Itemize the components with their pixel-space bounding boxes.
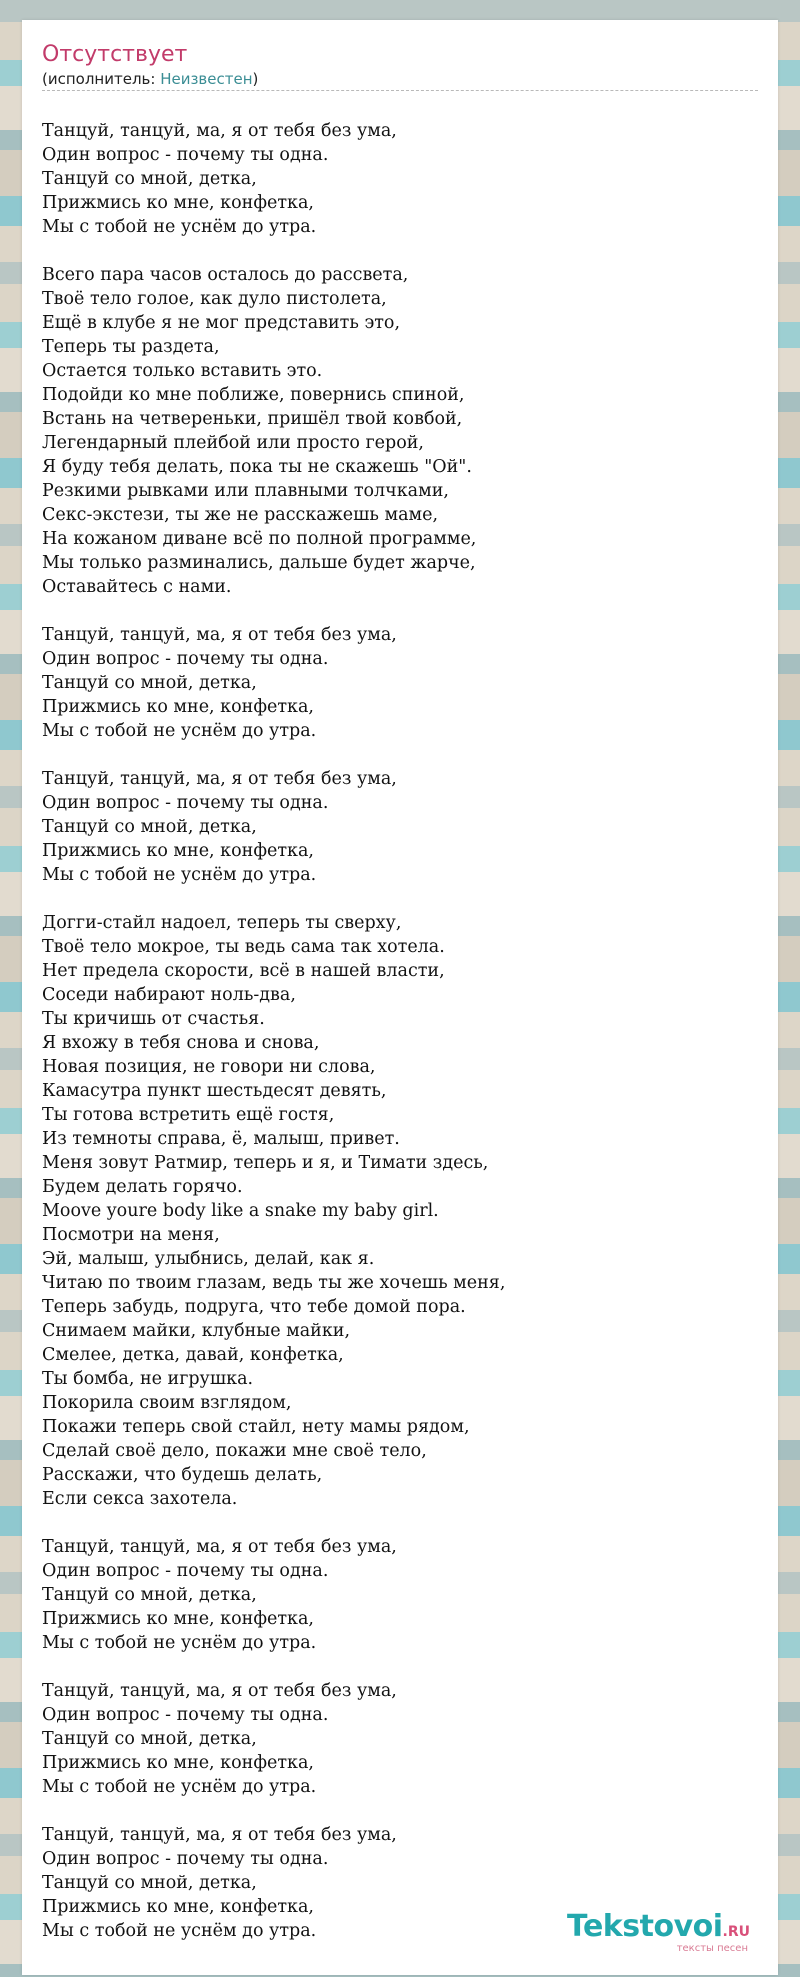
lyric-line: Смелее, детка, давай, конфетка, (42, 1345, 344, 1365)
site-logo[interactable] (520, 1911, 750, 1955)
logo-tagline: тексты песен (676, 1943, 748, 1954)
lyric-line: Догги-стайл надоел, теперь ты сверху, (42, 913, 402, 933)
lyric-line: Меня зовут Ратмир, теперь и я, и Тимати здесь, (42, 1153, 489, 1173)
lyric-line: Нет предела скорости, всё в нашей власти, (42, 961, 445, 981)
lyric-line: Прижмись ко мне, конфетка, (42, 193, 314, 213)
lyric-line: Подойди ко мне поближе, повернись спиной, (42, 385, 465, 405)
logo-word: Tekstovoi (566, 1909, 723, 1944)
lyric-line: Мы с тобой не уснём до утра. (42, 1921, 317, 1941)
lyric-line: Мы только разминались, дальше будет жарче, (42, 553, 476, 573)
lyric-line: Один вопрос - почему ты одна. (42, 145, 329, 165)
lyric-line: Я буду тебя делать, пока ты не скажешь "Ой". (42, 457, 472, 477)
lyric-line: Ты кричишь от счастья. (42, 1009, 265, 1029)
lyric-line: Снимаем майки, клубные майки, (42, 1321, 351, 1341)
lyric-line: Твоё тело мокрое, ты ведь сама так хотела. (42, 937, 445, 957)
logo-tld: .RU (722, 1924, 750, 1940)
lyric-line: Мы с тобой не уснём до утра. (42, 217, 317, 237)
lyric-line: Эй, малыш, улыбнись, делай, как я. (42, 1249, 375, 1269)
lyric-line: Танцуй со мной, детка, (42, 1873, 257, 1893)
lyrics-stanza (42, 911, 758, 1511)
lyric-line: Если секса захотела. (42, 1489, 238, 1509)
lyric-line: Мы с тобой не уснём до утра. (42, 721, 317, 741)
lyric-line: Читаю по твоим глазам, ведь ты же хочешь меня, (42, 1273, 506, 1293)
lyric-line: Прижмись ко мне, конфетка, (42, 697, 314, 717)
lyric-line: Резкими рывками или плавными толчками, (42, 481, 449, 501)
lyric-line: Прижмись ко мне, конфетка, (42, 1609, 314, 1629)
lyric-line: Мы с тобой не уснём до утра. (42, 1777, 317, 1797)
lyrics-card (22, 20, 778, 1975)
lyric-line: Теперь ты раздета, (42, 337, 220, 357)
lyric-line: Moove youre body like a snake my baby girl. (42, 1201, 439, 1221)
lyrics-stanza (42, 623, 758, 743)
lyric-line: Будем делать горячо. (42, 1177, 243, 1197)
lyric-line: Один вопрос - почему ты одна. (42, 1705, 329, 1725)
lyric-line: Покажи теперь свой стайл, нету мамы рядом, (42, 1417, 470, 1437)
artist-suffix: ) (252, 70, 259, 88)
lyric-line: Теперь забудь, подруга, что тебе домой пора. (42, 1297, 466, 1317)
artist-prefix: (исполнитель: (42, 70, 161, 88)
lyric-line: Легендарный плейбой или просто герой, (42, 433, 424, 453)
lyric-line: На кожаном диване всё по полной программе, (42, 529, 477, 549)
lyric-line: Расскажи, что будешь делать, (42, 1465, 323, 1485)
lyric-line: Один вопрос - почему ты одна. (42, 1849, 329, 1869)
lyric-line: Соседи набирают ноль-два, (42, 985, 296, 1005)
lyric-line: Твоё тело голое, как дуло пистолета, (42, 289, 387, 309)
lyric-line: Всего пара часов осталось до рассвета, (42, 265, 409, 285)
lyric-line: Танцуй, танцуй, ма, я от тебя без ума, (42, 1537, 397, 1557)
lyric-line: Танцуй, танцуй, ма, я от тебя без ума, (42, 1681, 397, 1701)
artist-info (42, 69, 758, 91)
lyric-line: Мы с тобой не уснём до утра. (42, 865, 317, 885)
lyric-line: Остается только вставить это. (42, 361, 323, 381)
lyric-line: Мы с тобой не уснём до утра. (42, 1633, 317, 1653)
lyric-line: Оставайтесь с нами. (42, 577, 232, 597)
lyric-line: Танцуй, танцуй, ма, я от тебя без ума, (42, 625, 397, 645)
lyric-line: Танцуй, танцуй, ма, я от тебя без ума, (42, 121, 397, 141)
lyric-line: Танцуй, танцуй, ма, я от тебя без ума, (42, 1825, 397, 1845)
lyric-line: Один вопрос - почему ты одна. (42, 1561, 329, 1581)
lyric-line: Танцуй со мной, детка, (42, 169, 257, 189)
lyrics-body (42, 119, 758, 1967)
lyric-line: Камасутра пункт шестьдесят девять, (42, 1081, 387, 1101)
lyric-line: Танцуй со мной, детка, (42, 817, 257, 837)
lyric-line: Сделай своё дело, покажи мне своё тело, (42, 1441, 427, 1461)
lyric-line: Танцуй со мной, детка, (42, 1585, 257, 1605)
lyric-line: Секс-экстези, ты же не расскажешь маме, (42, 505, 439, 525)
lyric-line: Танцуй, танцуй, ма, я от тебя без ума, (42, 769, 397, 789)
lyric-line: Один вопрос - почему ты одна. (42, 793, 329, 813)
lyric-line: Ещё в клубе я не мог представить это, (42, 313, 401, 333)
lyric-line: Прижмись ко мне, конфетка, (42, 841, 314, 861)
lyrics-stanza (42, 1535, 758, 1655)
lyric-line: Из темноты справа, ё, малыш, привет. (42, 1129, 400, 1149)
lyrics-stanza (42, 1679, 758, 1799)
lyrics-stanza (42, 119, 758, 239)
artist-link[interactable]: Неизвестен (160, 70, 253, 88)
lyric-line: Новая позиция, не говори ни слова, (42, 1057, 376, 1077)
lyric-line: Танцуй со мной, детка, (42, 673, 257, 693)
lyrics-stanza (42, 263, 758, 599)
lyric-line: Танцуй со мной, детка, (42, 1729, 257, 1749)
lyric-line: Встань на четвереньки, пришёл твой ковбой, (42, 409, 463, 429)
lyric-line: Прижмись ко мне, конфетка, (42, 1753, 314, 1773)
lyric-line: Ты бомба, не игрушка. (42, 1369, 254, 1389)
lyric-line: Прижмись ко мне, конфетка, (42, 1897, 314, 1917)
lyric-line: Посмотри на меня, (42, 1225, 220, 1245)
song-title: Отсутствует (42, 42, 188, 67)
lyric-line: Ты готова встретить ещё гостя, (42, 1105, 335, 1125)
lyric-line: Один вопрос - почему ты одна. (42, 649, 329, 669)
lyrics-stanza (42, 767, 758, 887)
lyric-line: Я вхожу в тебя снова и снова, (42, 1033, 320, 1053)
lyric-line: Покорила своим взглядом, (42, 1393, 292, 1413)
